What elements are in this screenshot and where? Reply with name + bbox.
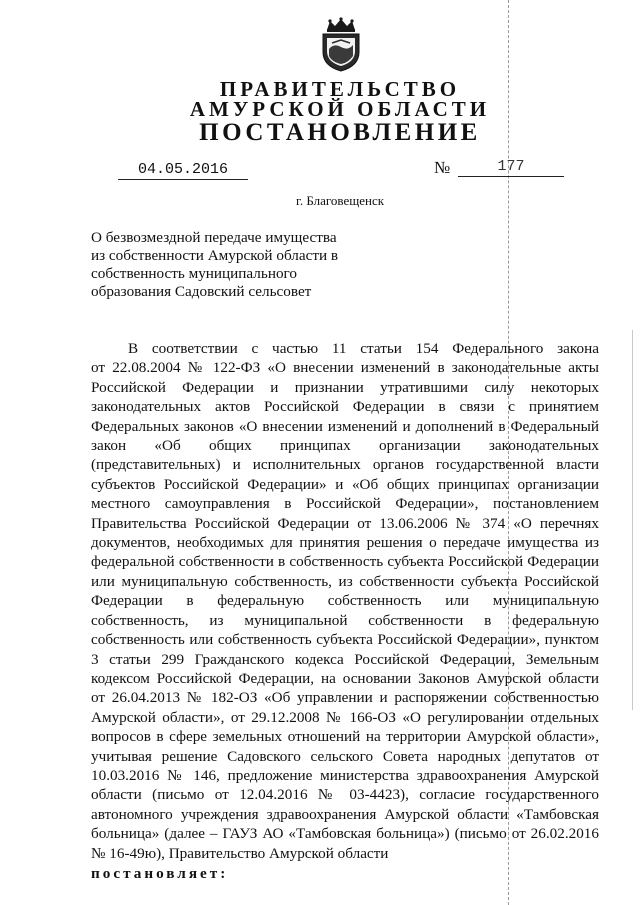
- body-line: собственность, из муниципальной собственности в федеральную: [91, 611, 599, 629]
- body-line: кодексом Российской Федерации, на основании Законов Амурской области: [91, 669, 599, 687]
- body-line: автономного учреждения здравоохранения Амурской области «Тамбовская: [91, 805, 599, 823]
- body-line: Амурской области», от 29.12.2008 № 166-ОЗ «О регулировании отдельных: [91, 708, 599, 726]
- body-line: законодательных актов Российской Федерации в связи с принятием: [91, 398, 599, 416]
- body-line: 3 статьи 299 Гражданского кодекса Российской Федерации, Земельным: [91, 650, 599, 668]
- decree-number: 177: [458, 158, 564, 177]
- body-line: Федерации в федеральную собственность или муниципальную: [91, 592, 599, 610]
- body-line: от 22.08.2004 № 122-ФЗ «О внесении изменений в законодательные акты: [91, 359, 599, 377]
- body-line: от 26.04.2013 № 182-ОЗ «Об управлении и распоряжении собственностью: [91, 689, 599, 707]
- body-line: или муниципальную собственность, из собственности субъекта Российской: [91, 572, 599, 590]
- scan-edge-line: [632, 330, 633, 710]
- coat-of-arms-icon: [318, 16, 364, 72]
- decree-body: [91, 339, 599, 883]
- body-line: учитывая решение Садовского сельского Совета народных депутатов от: [91, 747, 599, 765]
- decree-title-line: О безвозмездной передаче имущества: [91, 229, 337, 246]
- body-line: федеральной собственности в собственность субъекта Российской Федерации: [91, 553, 599, 571]
- body-line: В соответствии с частью 11 статьи 154 Федерального закона: [128, 340, 599, 357]
- decree-number-label: №: [434, 158, 451, 177]
- body-line: закон «Об общих принципах организации законодательных: [91, 437, 599, 455]
- body-line: документов, необходимых для принятия решения о передаче имущества из: [91, 534, 599, 552]
- body-line: № 16-49ю), Правительство Амурской области: [91, 844, 389, 862]
- body-line: собственность или собственность субъекта Российской Федерации», пунктом: [91, 631, 599, 649]
- decree-date: 04.05.2016: [118, 161, 248, 180]
- body-line: субъектов Российской Федерации» и «Об общих принципах организации: [91, 475, 599, 493]
- government-name-line-2: АМУРСКОЙ ОБЛАСТИ: [189, 97, 491, 121]
- body-line: больница» (далее – ГАУЗ АО «Тамбовская больница») (письмо от 26.02.2016: [91, 825, 599, 843]
- government-name-line-1: ПРАВИТЕЛЬСТВО: [219, 77, 461, 101]
- body-line: 10.03.2016 № 146, предложение министерства здравоохранения Амурской: [91, 766, 599, 784]
- resolve-word: постановляет:: [91, 864, 229, 882]
- body-line: Федеральных законов «О внесении изменений и дополнений в Федеральный: [91, 417, 599, 435]
- body-line: (представительных) и исполнительных органов государственной власти: [91, 456, 599, 474]
- decree-title: [91, 229, 381, 301]
- body-line: Российской Федерации и признании утратившими силу некоторых: [91, 378, 599, 396]
- city-label: г. Благовещенск: [295, 193, 385, 208]
- body-line: Правительства Российской Федерации от 13.06.2006 № 374 «О перечнях: [91, 514, 599, 532]
- decree-title-line: из собственности Амурской области в: [91, 247, 339, 264]
- document-type-heading: ПОСТАНОВЛЕНИЕ: [199, 119, 481, 146]
- body-line: вопросов в сфере земельных отношений на территории Амурской области»,: [91, 728, 599, 746]
- body-line: местного самоуправления в Российской Федерации», постановлением: [91, 495, 599, 513]
- body-line: области (письмо от 12.04.2016 № 03-4423), согласие государственного: [91, 786, 599, 804]
- decree-title-line: собственность муниципального: [91, 265, 297, 282]
- decree-title-line: образования Садовский сельсовет: [91, 283, 312, 300]
